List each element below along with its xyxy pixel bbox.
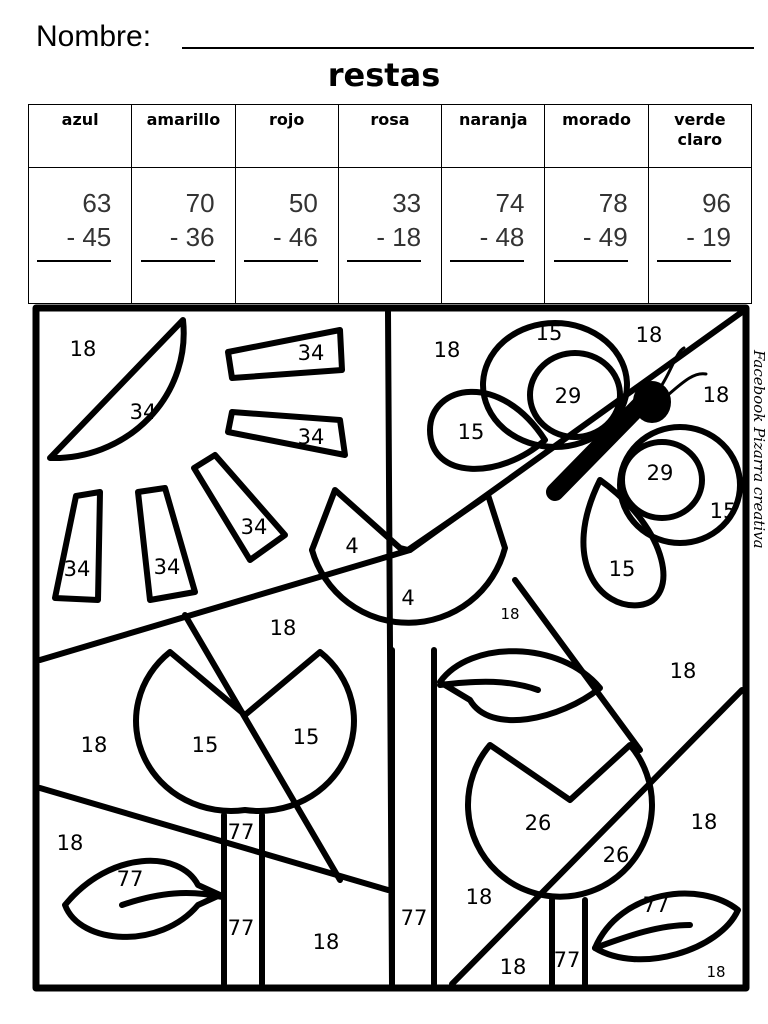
color-name: azul xyxy=(29,105,132,168)
region-number: 77 xyxy=(116,867,144,891)
region-number: 18 xyxy=(312,930,340,954)
minuend: 96 xyxy=(702,188,731,218)
region-number: 18 xyxy=(669,659,697,683)
region-number: 18 xyxy=(706,963,726,981)
subtrahend: - 48 xyxy=(479,222,525,252)
color-name: naranja xyxy=(442,105,545,168)
subtrahend: - 36 xyxy=(169,222,215,252)
minuend: 33 xyxy=(392,188,422,218)
region-number: 34 xyxy=(153,555,181,579)
sun-ray xyxy=(194,455,285,560)
region-number: 18 xyxy=(269,616,297,640)
region-number: 34 xyxy=(297,341,325,365)
color-name: rosa xyxy=(338,105,441,168)
subtrahend: - 49 xyxy=(582,222,628,252)
divider-line xyxy=(40,788,388,890)
credit-text-container xyxy=(752,350,768,630)
region-number: 34 xyxy=(297,425,325,449)
worksheet-title: restas xyxy=(327,56,441,94)
region-number: 77 xyxy=(227,820,255,844)
region-number: 18 xyxy=(56,831,84,855)
region-number: 15 xyxy=(608,557,636,581)
region-number: 18 xyxy=(499,955,527,979)
region-number: 77 xyxy=(400,906,428,930)
region-number: 77 xyxy=(642,893,670,917)
subtrahend: - 46 xyxy=(273,222,318,252)
region-number: 18 xyxy=(500,605,520,623)
butterfly-head xyxy=(636,384,668,420)
subtrahend: - 45 xyxy=(66,222,112,252)
butterfly-wing xyxy=(583,480,663,605)
region-number: 4 xyxy=(345,534,359,558)
minuend: 74 xyxy=(495,188,525,218)
region-number: 18 xyxy=(80,733,108,757)
region-number: 34 xyxy=(129,400,157,424)
butterfly-antenna xyxy=(668,374,706,395)
region-number: 77 xyxy=(553,948,581,972)
minuend: 70 xyxy=(185,188,215,218)
sun-ray xyxy=(228,330,342,378)
minuend: 50 xyxy=(288,188,318,218)
subtrahend: - 19 xyxy=(686,222,731,252)
nombre-label: Nombre: xyxy=(36,20,152,53)
region-number: 18 xyxy=(702,383,730,407)
region-number: 34 xyxy=(63,557,91,581)
tulip-cup xyxy=(136,652,354,811)
sun-ray xyxy=(138,488,195,600)
region-number: 18 xyxy=(69,337,97,361)
region-number: 15 xyxy=(292,725,320,749)
color-name: morado xyxy=(545,105,648,168)
color-name: amarillo xyxy=(132,105,235,168)
tulip-petal xyxy=(312,490,408,550)
region-number: 4 xyxy=(401,586,415,610)
region-number: 15 xyxy=(709,499,737,523)
region-number: 34 xyxy=(240,515,268,539)
region-number: 29 xyxy=(646,461,674,485)
region-number: 18 xyxy=(635,323,663,347)
minuend: 78 xyxy=(598,188,628,218)
color-name: rojo xyxy=(235,105,338,168)
region-number: 15 xyxy=(191,733,219,757)
region-number: 15 xyxy=(457,420,485,444)
region-number: 15 xyxy=(535,321,563,345)
color-name: verde claro xyxy=(648,105,751,168)
region-number: 26 xyxy=(524,811,552,835)
region-number: 77 xyxy=(227,916,255,940)
region-number: 18 xyxy=(433,338,461,362)
region-number: 18 xyxy=(690,810,718,834)
credit-text: Facebook Pizarra creativa xyxy=(750,350,768,549)
subtrahend: - 18 xyxy=(376,222,422,252)
region-number: 29 xyxy=(554,384,582,408)
sun-ray xyxy=(55,492,100,600)
region-number: 26 xyxy=(602,843,630,867)
minuend: 63 xyxy=(82,188,112,218)
sun-ray xyxy=(228,412,345,455)
region-number: 18 xyxy=(465,885,493,909)
